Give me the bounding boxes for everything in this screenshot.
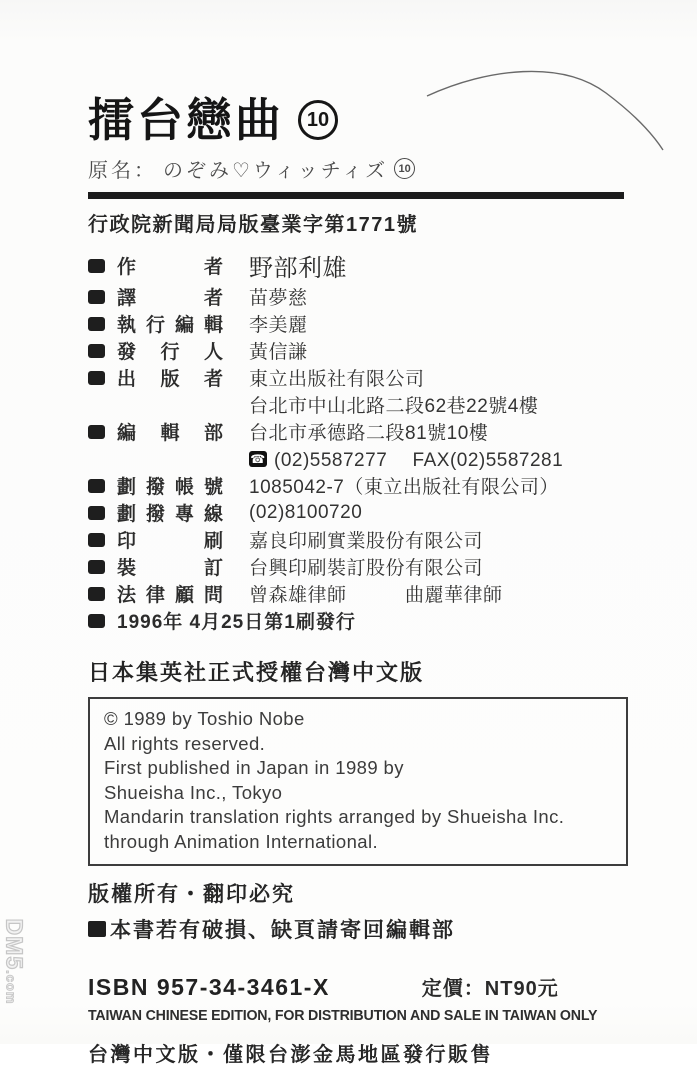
copyright-box-line: Mandarin translation rights arranged by Shueisha Inc. [104,806,565,828]
title-block [88,96,624,144]
bullet-square-icon [88,560,105,574]
authorization-heading: 日本集英社正式授權台灣中文版 [88,660,425,686]
original-volume-circle: 10 [394,158,415,179]
row-label: 印刷 [117,531,223,553]
colophon-list [88,248,624,634]
row-value: 台北市承德路二段81號10樓 [249,423,489,445]
copyright-box-line: Shueisha Inc., Tokyo [104,781,283,803]
row-label: 裝訂 [117,558,223,580]
original-title: のぞみ♡ウィッチィズ [163,160,389,183]
bullet-square-icon [88,506,105,520]
isbn-row [88,972,624,1001]
bullet-square-icon [88,614,105,628]
distribution-notice-chinese: 台灣中文版・僅限台澎金馬地區發行販售 [88,1044,493,1067]
bullet-square-icon [88,317,105,331]
row-value: 曾森雄律師 曲麗華律師 [249,585,503,607]
watermark-main: DM5 [1,918,28,971]
original-title-row [88,154,624,183]
bullet-square-icon [88,259,105,273]
bullet-square-icon [88,425,105,439]
colophon-row [88,364,624,391]
bullet-square-icon [88,921,106,937]
original-title-label: 原名： [88,160,157,183]
damaged-book-text: 本書若有破損、缺頁請寄回編輯部 [110,919,455,943]
row-label: 編輯部 [117,423,223,445]
row-value: 李美麗 [249,315,308,337]
row-value: 苗夢慈 [249,288,308,310]
volume-number-circle: 10 [298,100,338,140]
row-label: 執行編輯 [117,315,223,337]
watermark-suffix: .com [3,970,19,1005]
page-content [88,96,624,1067]
copyright-box-line: All rights reserved. [104,732,266,754]
row-label: 法律顧問 [117,585,223,607]
bullet-square-icon [88,371,105,385]
copyright-box-line: First published in Japan in 1989 by [104,757,404,779]
bullet-square-icon [88,344,105,358]
distribution-notice-english: TAIWAN CHINESE EDITION, FOR DISTRIBUTION AND SALE IN TAIWAN ONLY [88,1008,598,1025]
row-value: 嘉良印刷實業股份有限公司 [249,531,484,553]
row-label: 作者 [117,257,223,279]
row-value: 野部利雄 [249,255,347,283]
copyright-box [88,697,628,866]
row-label: 劃撥帳號 [117,477,223,499]
row-value: 1085042-7（東立出版社有限公司） [249,477,559,499]
rights-reserved-line: 版權所有・翻印必究 [88,883,295,907]
bullet-square-icon [88,533,105,547]
gov-license-line: 行政院新聞局局版臺業字第1771號 [88,214,418,237]
site-watermark [1,914,28,1010]
row-label: 劃撥專線 [117,504,223,526]
bullet-square-icon [88,479,105,493]
colophon-row [88,391,624,418]
colophon-row [88,526,624,553]
bullet-square-icon [88,290,105,304]
row-label: 譯者 [117,288,223,310]
colophon-row [88,607,624,634]
price-label: 定價：NT90元 [421,978,559,1001]
colophon-row [88,445,624,472]
colophon-row [88,472,624,499]
row-label: 出版者 [117,369,223,391]
row-value: 台興印刷裝訂股份有限公司 [249,558,484,580]
colophon-row [88,248,624,283]
row-value: 東立出版社有限公司 [249,369,425,391]
colophon-row [88,499,624,526]
colophon-row [88,337,624,364]
page-title: 擂台戀曲 [88,94,284,146]
row-full-text: 1996年 4月25日第1刷發行 [117,612,356,634]
divider-bar [88,192,624,199]
row-value: (02)8100720 [249,501,363,523]
colophon-row [88,418,624,445]
row-label: 發行人 [117,342,223,364]
phone-icon: ☎ [250,451,266,466]
colophon-row [88,580,624,607]
row-value: 黃信謙 [249,342,308,364]
copyright-box-line: © 1989 by Toshio Nobe [104,708,305,730]
colophon-row [88,310,624,337]
isbn-number: ISBN 957-34-3461-X [88,974,330,1001]
colophon-row [88,553,624,580]
bullet-square-icon [88,587,105,601]
colophon-row [88,283,624,310]
row-value: ☎ (02)5587277 FAX(02)5587281 [250,450,564,472]
copyright-box-line: through Animation International. [104,830,379,852]
damaged-book-notice [88,914,624,944]
row-value: 台北市中山北路二段62巷22號4樓 [249,396,539,418]
